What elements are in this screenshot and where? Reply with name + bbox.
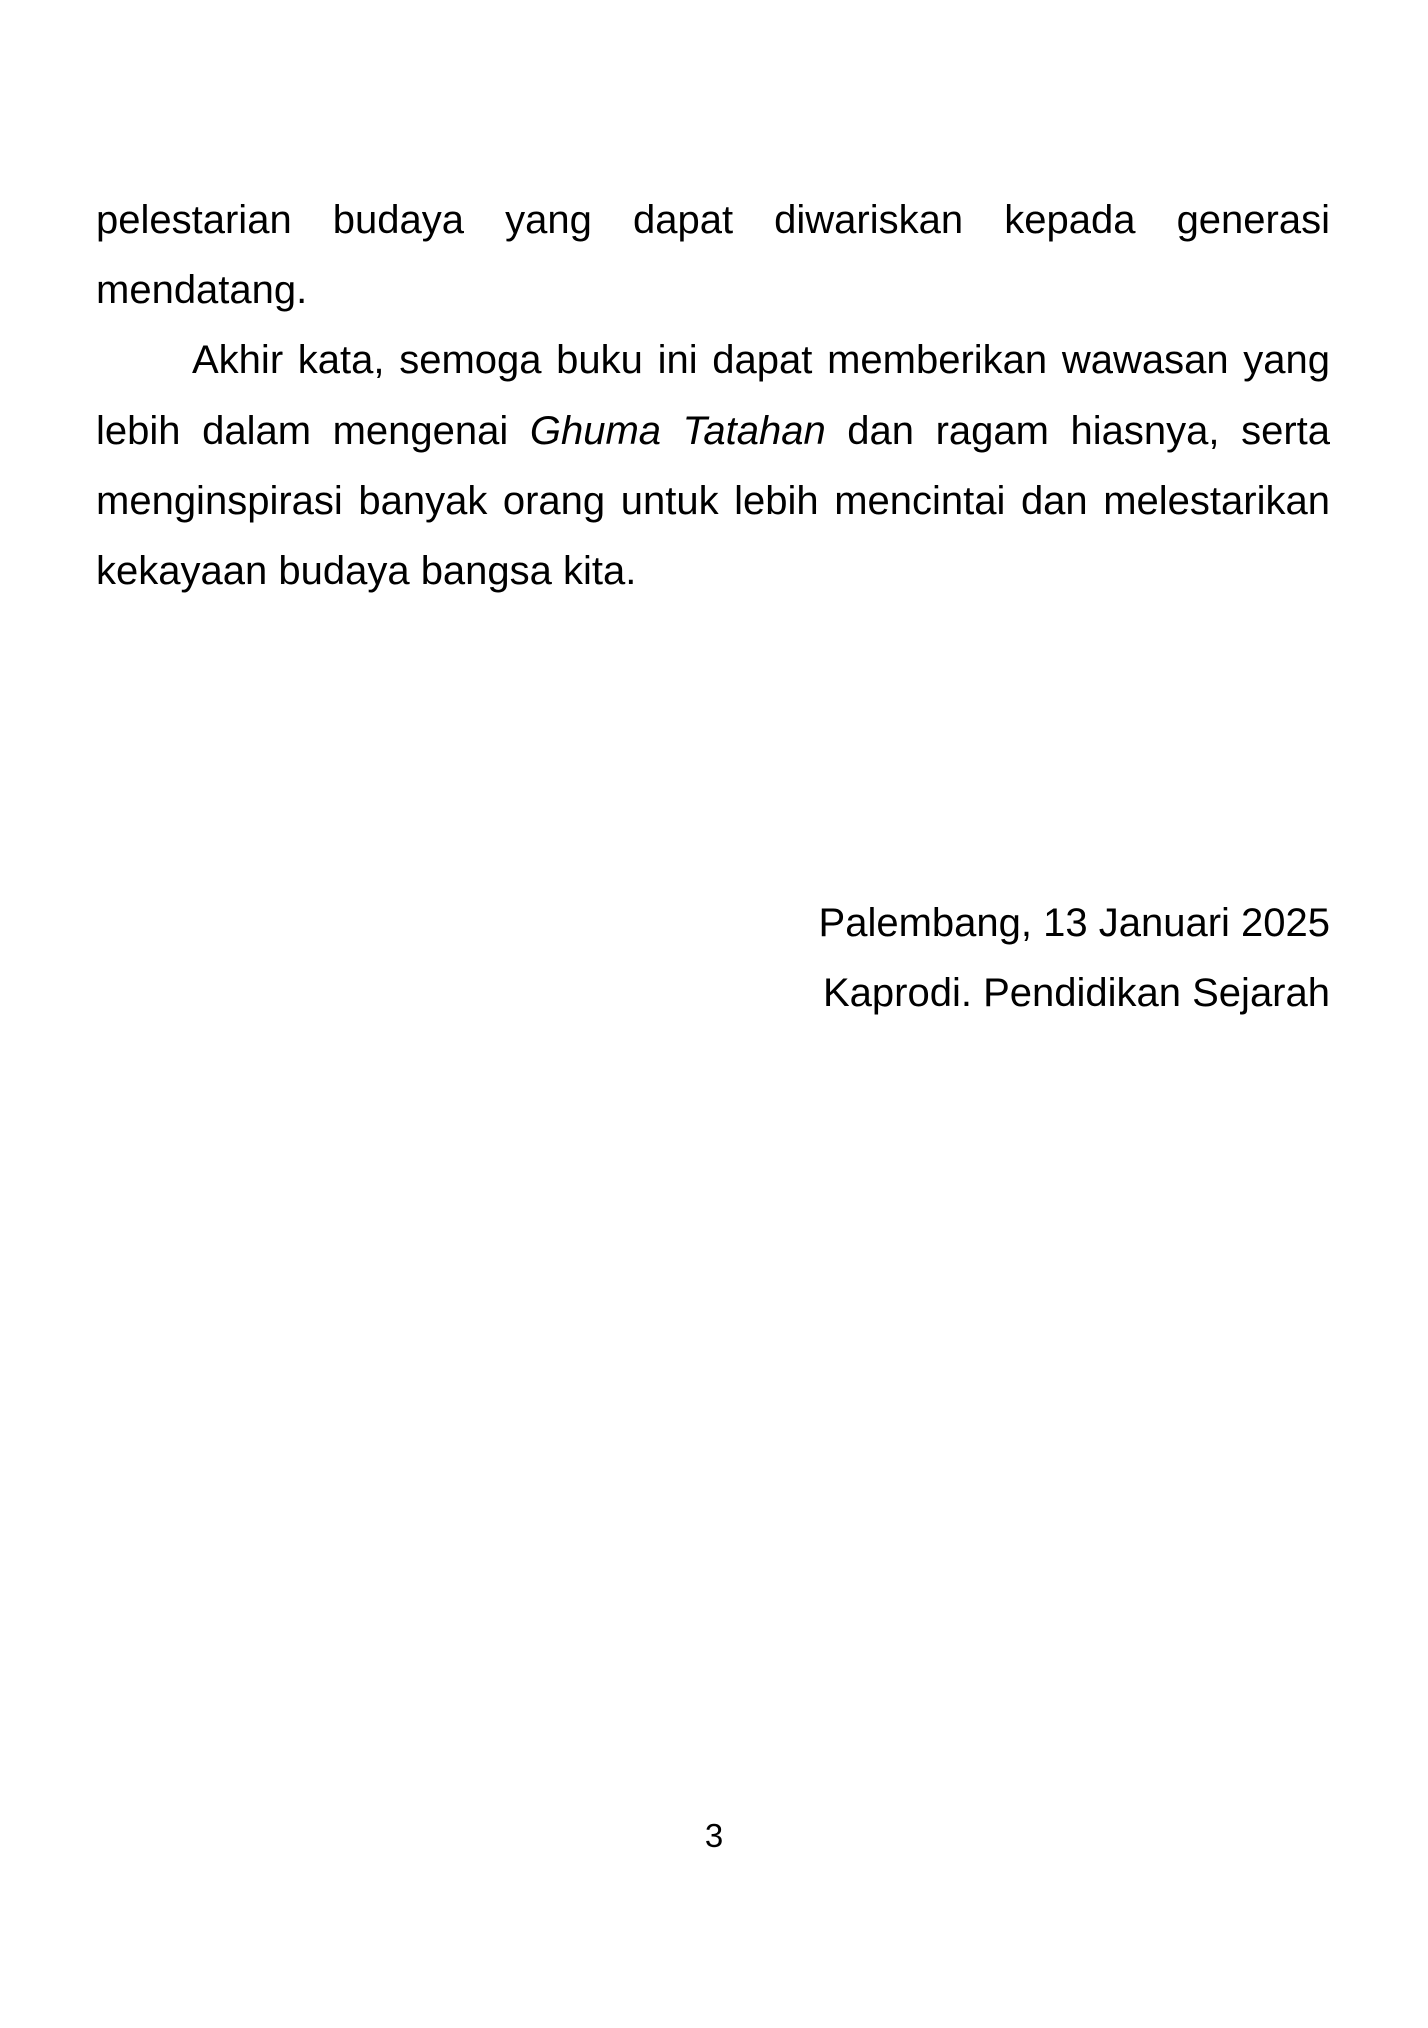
body-text <box>96 185 1330 606</box>
paragraph-1-line-1: pelestarian budaya yang dapat diwariskan kepada generasi <box>96 198 1330 242</box>
place-and-date: Palembang, 13 Januari 2025 <box>818 901 1330 945</box>
text-segment: lebih dalam mengenai <box>96 408 530 453</box>
signatory-position: Kaprodi. Pendidikan Sejarah <box>822 971 1330 1015</box>
text-segment: dan ragam hiasnya, serta <box>825 408 1331 453</box>
paragraph-2-line-4: kekayaan budaya bangsa kita. <box>96 548 637 593</box>
page-number: 3 <box>704 1817 724 1854</box>
paragraph-2-line-2 <box>96 396 1330 466</box>
paragraph-2-line-3: menginspirasi banyak orang untuk lebih mencintai dan melestarikan <box>96 478 1330 523</box>
signature-block <box>819 888 1330 1028</box>
paragraph-2-line-1: Akhir kata, semoga buku ini dapat memberikan wawasan yang <box>192 338 1330 383</box>
paragraph-1-line-2: mendatang. <box>96 268 308 313</box>
italic-term-ghuma-tatahan: Ghuma Tatahan <box>529 408 826 453</box>
